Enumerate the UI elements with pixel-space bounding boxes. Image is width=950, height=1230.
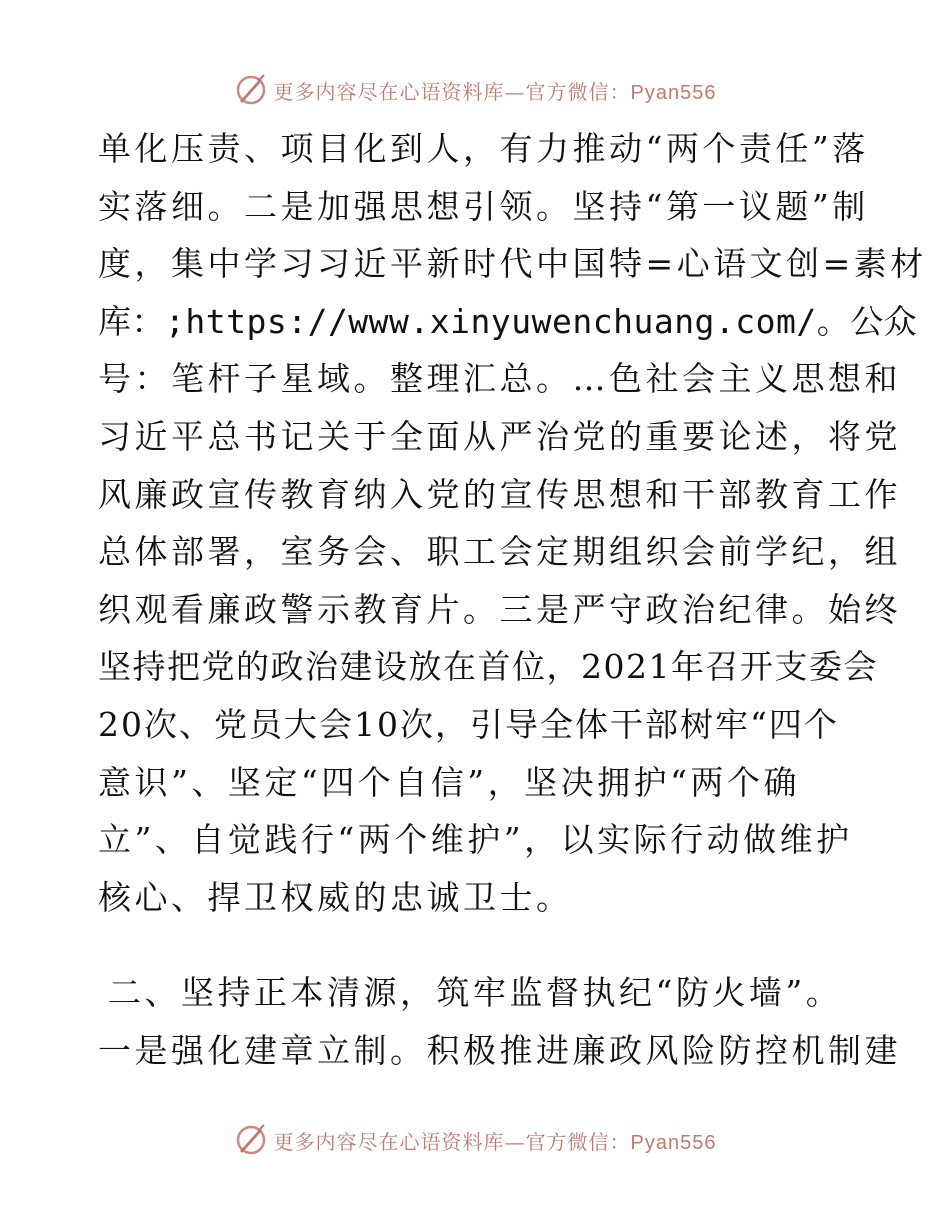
- header-wechat-id: Pyan556: [630, 81, 717, 104]
- text-line: 核心、捍卫权威的忠诚卫士。: [98, 877, 573, 917]
- document-body: [98, 120, 927, 1080]
- footer-wechat-id: Pyan556: [630, 1131, 717, 1154]
- footer-banner-text: 更多内容尽在心语资料库—官方微信：Pyan556: [273, 1129, 717, 1154]
- text-line: 一是强化建章立制。积极推进廉政风险防控机制建: [98, 1030, 901, 1070]
- header-banner-text: 更多内容尽在心语资料库—官方微信：Pyan556: [273, 79, 717, 104]
- text-line: 织观看廉政警示教育片。三是严守政治纪律。始终: [98, 589, 901, 629]
- text-line: 度，集中学习习近平新时代中国特=心语文创=素材: [98, 244, 927, 284]
- text-line: 立”、自觉践行“两个维护”，以实际行动做维护: [98, 820, 853, 860]
- text-line: 意识”、坚定“四个自信”，坚决拥护“两个确: [98, 762, 800, 802]
- quill-logo-icon: [234, 1123, 268, 1157]
- text-line: 习近平总书记关于全面从严治党的重要论述，将党: [98, 416, 901, 456]
- text-line: 风廉政宣传教育纳入党的宣传思想和干部教育工作: [98, 474, 901, 514]
- section-heading: 二、坚持正本清源，筑牢监督执纪“防火墙”。: [108, 973, 843, 1013]
- text-line: 单化压责、项目化到人，有力推动“两个责任”落: [98, 129, 869, 168]
- text-line: 20次、党员大会10次，引导全体干部树牢“四个: [98, 704, 839, 744]
- text-line: 坚持把党的政治建设放在首位，2021年召开支委会: [98, 647, 878, 687]
- text-line-url: 库：;https://www.xinyuwenchuang.com/。公众: [98, 301, 918, 341]
- quill-logo-icon: [234, 73, 268, 107]
- text-line: 实落细。二是加强思想引领。坚持“第一议题”制: [98, 186, 869, 226]
- header-banner: [0, 70, 950, 110]
- text-line: 号：笔杆子星域。整理汇总。…色社会主义思想和: [98, 359, 901, 399]
- footer-banner: [0, 1120, 950, 1160]
- text-line: 总体部署，室务会、职工会定期组织会前学纪，组: [98, 532, 901, 572]
